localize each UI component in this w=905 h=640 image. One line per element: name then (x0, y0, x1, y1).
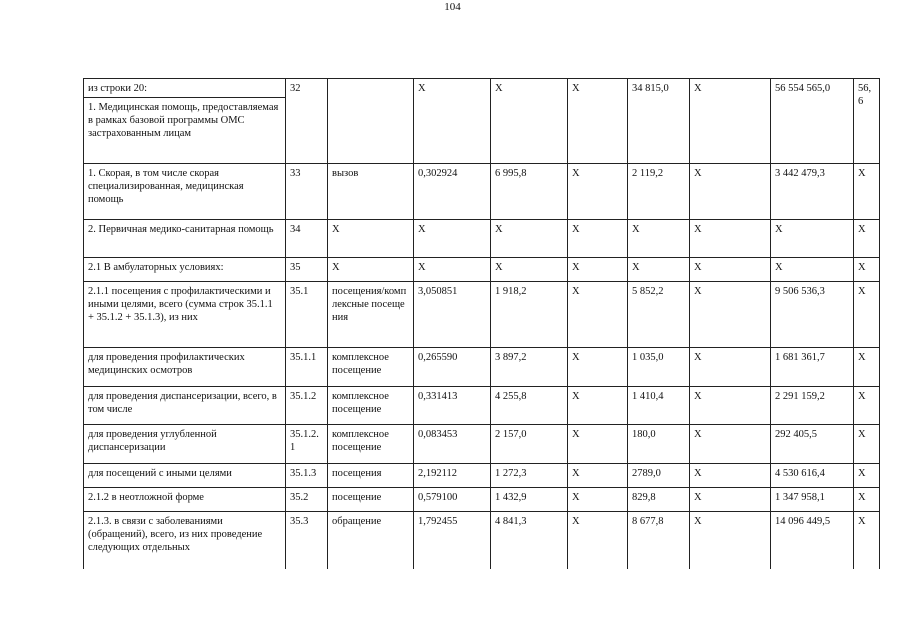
page-number: 104 (444, 1, 461, 13)
cell-col5: X (568, 282, 628, 348)
cell-col7: X (690, 348, 771, 387)
cell-norm: 1,792455 (414, 512, 491, 570)
cell-col9: X (854, 512, 880, 570)
cell-row-number: 35.1 (286, 282, 328, 348)
cell-col9: X (854, 220, 880, 258)
cell-name: 2.1.2 в неотложной форме (84, 488, 286, 512)
cell-unit: комплексное посещение (328, 348, 414, 387)
cell-unit: посещения/комплексные посещения (328, 282, 414, 348)
cell-col9: X (854, 425, 880, 464)
cell-col9: X (854, 282, 880, 348)
cell-col9: X (854, 464, 880, 488)
table-row (84, 220, 880, 258)
cell-col7: X (690, 512, 771, 570)
cell-unit: комплексное посещение (328, 387, 414, 425)
table-row (84, 488, 880, 512)
cell-norm: X (414, 258, 491, 282)
cell-col7: X (690, 164, 771, 220)
cell-col9: X (854, 488, 880, 512)
cell-col7: X (690, 220, 771, 258)
cell-col5: X (568, 164, 628, 220)
cell-col9: X (854, 258, 880, 282)
cell-col5: X (568, 348, 628, 387)
cell-unit: вызов (328, 164, 414, 220)
table-row (84, 464, 880, 488)
cell-row-number: 35.1.1 (286, 348, 328, 387)
cell-col7: X (690, 79, 771, 164)
cell-unit: обращение (328, 512, 414, 570)
cell-col9: X (854, 387, 880, 425)
cell-cost: X (491, 79, 568, 164)
table-row (84, 512, 880, 570)
cell-name: 2. Первичная медико-санитарная помощь (84, 220, 286, 258)
report-table (83, 78, 880, 569)
cell-row-number: 35.1.2.1 (286, 425, 328, 464)
cell-row-number: 35 (286, 258, 328, 282)
cell-name: для проведения углубленной диспансеризации (84, 425, 286, 464)
cell-name: из строки 20: (84, 79, 286, 98)
cell-row-number: 35.1.3 (286, 464, 328, 488)
cell-norm: 0,302924 (414, 164, 491, 220)
cell-norm: 0,331413 (414, 387, 491, 425)
cell-col6: 2 119,2 (628, 164, 690, 220)
cell-col5: X (568, 425, 628, 464)
cell-col9: X (854, 348, 880, 387)
cell-name: 1. Скорая, в том числе скорая специализированная, медицинская помощь (84, 164, 286, 220)
cell-norm: 0,579100 (414, 488, 491, 512)
cell-cost: X (491, 258, 568, 282)
table-row (84, 387, 880, 425)
cell-name (84, 512, 286, 570)
cell-norm: X (414, 220, 491, 258)
cell-col9: 56,6 (854, 79, 880, 164)
cell-row-number: 35.3 (286, 512, 328, 570)
cell-col8: 3 442 479,3 (771, 164, 854, 220)
cell-name: 2.1.1 посещения с профилактическими и иными целями, всего (сумма строк 35.1.1 + 35.1.2 + 35.1.3), из них (84, 282, 286, 348)
cell-col8: 1 347 958,1 (771, 488, 854, 512)
cell-cost: 6 995,8 (491, 164, 568, 220)
cell-col7: X (690, 282, 771, 348)
cell-col6: 829,8 (628, 488, 690, 512)
cell-col5: X (568, 258, 628, 282)
cell-col8: 14 096 449,5 (771, 512, 854, 570)
cell-name: для посещений с иными целями (84, 464, 286, 488)
cell-col8: X (771, 220, 854, 258)
cell-cost: 2 157,0 (491, 425, 568, 464)
cell-col6: 1 035,0 (628, 348, 690, 387)
cell-col7: X (690, 464, 771, 488)
cell-col8: 1 681 361,7 (771, 348, 854, 387)
cell-cost: 1 918,2 (491, 282, 568, 348)
cell-col6: 180,0 (628, 425, 690, 464)
cell-norm: 0,265590 (414, 348, 491, 387)
cell-col8: 56 554 565,0 (771, 79, 854, 164)
cell-col6: 1 410,4 (628, 387, 690, 425)
cell-col7: X (690, 387, 771, 425)
cell-col6: 5 852,2 (628, 282, 690, 348)
table-row (84, 258, 880, 282)
cell-col5: X (568, 488, 628, 512)
cell-name: 2.1 В амбулаторных условиях: (84, 258, 286, 282)
cell-unit: X (328, 220, 414, 258)
cell-col6: 2789,0 (628, 464, 690, 488)
cell-col7: X (690, 488, 771, 512)
cell-norm: 0,083453 (414, 425, 491, 464)
table-row (84, 282, 880, 348)
cell-name-text: 2.1.3. в связи с заболеваниями (обращений), всего, из них проведение следующих отдельных (88, 516, 263, 553)
cell-col8: 292 405,5 (771, 425, 854, 464)
cell-cost: 3 897,2 (491, 348, 568, 387)
cell-unit: комплексное посещение (328, 425, 414, 464)
cell-col7: X (690, 425, 771, 464)
cell-unit (328, 79, 414, 164)
cell-col8: 4 530 616,4 (771, 464, 854, 488)
cell-norm: 3,050851 (414, 282, 491, 348)
cell-col8: 9 506 536,3 (771, 282, 854, 348)
cell-name: для проведения профилактических медицинских осмотров (84, 348, 286, 387)
cell-col6: X (628, 220, 690, 258)
cell-col5: X (568, 512, 628, 570)
cell-name: 1. Медицинская помощь, предоставляемая в рамках базовой программы ОМС застрахованным лицам (84, 98, 286, 164)
cell-cost: 1 432,9 (491, 488, 568, 512)
cell-row-number: 35.2 (286, 488, 328, 512)
cell-col6: X (628, 258, 690, 282)
table-row (84, 348, 880, 387)
cell-cost: X (491, 220, 568, 258)
cell-row-number: 34 (286, 220, 328, 258)
cell-col5: X (568, 464, 628, 488)
cell-col7: X (690, 258, 771, 282)
cell-col5: X (568, 220, 628, 258)
cell-norm: 2,192112 (414, 464, 491, 488)
cell-row-number: 35.1.2 (286, 387, 328, 425)
cell-row-number: 32 (286, 79, 328, 164)
cell-unit: посещения (328, 464, 414, 488)
table-row (84, 79, 880, 98)
cell-cost: 4 841,3 (491, 512, 568, 570)
cell-cost: 1 272,3 (491, 464, 568, 488)
cell-unit: посещение (328, 488, 414, 512)
cell-col6: 34 815,0 (628, 79, 690, 164)
cell-col8: 2 291 159,2 (771, 387, 854, 425)
cell-norm: X (414, 79, 491, 164)
cell-name: для проведения диспансеризации, всего, в том числе (84, 387, 286, 425)
cell-col8: X (771, 258, 854, 282)
cell-col5: X (568, 387, 628, 425)
cell-cost: 4 255,8 (491, 387, 568, 425)
cell-col9: X (854, 164, 880, 220)
cell-col6: 8 677,8 (628, 512, 690, 570)
table-row (84, 425, 880, 464)
cell-unit: X (328, 258, 414, 282)
cell-col5: X (568, 79, 628, 164)
table-row (84, 164, 880, 220)
cell-row-number: 33 (286, 164, 328, 220)
